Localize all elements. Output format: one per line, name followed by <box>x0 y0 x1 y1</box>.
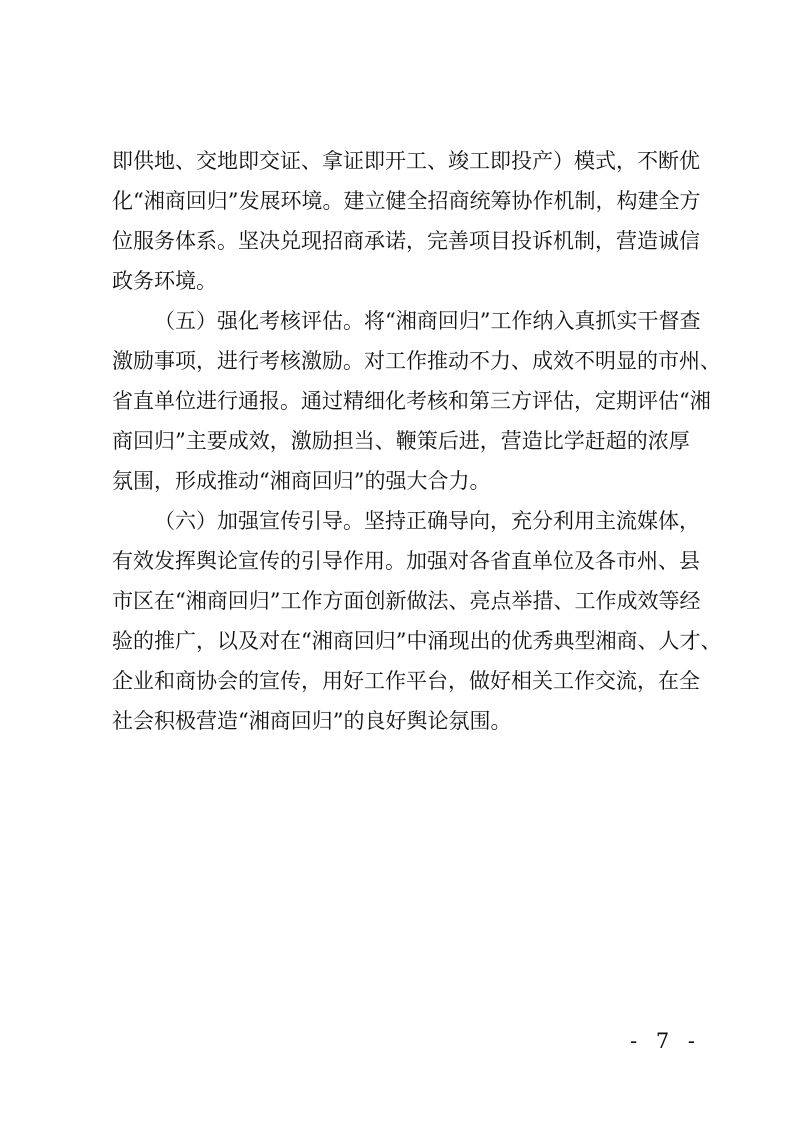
paragraph-line: 位服务体系。坚决兑现招商承诺，完善项目投诉机制，营造诚信 <box>112 229 700 253</box>
paragraph-line: （六）加强宣传引导。坚持正确导向，充分利用主流媒体， <box>154 509 700 533</box>
paragraph-line: 有效发挥舆论宣传的引导作用。加强对各省直单位及各市州、县 <box>112 549 700 573</box>
paragraph-line: 社会积极营造“湘商回归”的良好舆论氛围。 <box>112 709 512 733</box>
paragraph-line: 即供地、交地即交证、拿证即开工、竣工即投产）模式，不断优 <box>112 149 700 173</box>
paragraph-line: 氛围，形成推动“湘商回归”的强大合力。 <box>112 469 491 493</box>
paragraph-line: 商回归”主要成效，激励担当、鞭策后进，营造比学赶超的浓厚 <box>112 429 690 453</box>
paragraph-line: 验的推广，以及对在“湘商回归”中涌现出的优秀典型湘商、人才、 <box>112 629 722 653</box>
paragraph-line: 企业和商协会的宣传，用好工作平台，做好相关工作交流，在全 <box>112 669 700 693</box>
paragraph-line: 省直单位进行通报。通过精细化考核和第三方评估，定期评估“湘 <box>112 389 711 413</box>
paragraph-line: 政务环境。 <box>112 269 217 293</box>
paragraph-line: （五）强化考核评估。将“湘商回归”工作纳入真抓实干督查 <box>154 309 701 333</box>
paragraph-line: 化“湘商回归”发展环境。建立健全招商统筹协作机制，构建全方 <box>112 189 701 213</box>
page-number: - 7 - <box>630 1029 701 1053</box>
paragraph-line: 激励事项，进行考核激励。对工作推动不力、成效不明显的市州、 <box>112 349 721 373</box>
paragraph-line: 市区在“湘商回归”工作方面创新做法、亮点举措、工作成效等经 <box>112 589 701 613</box>
